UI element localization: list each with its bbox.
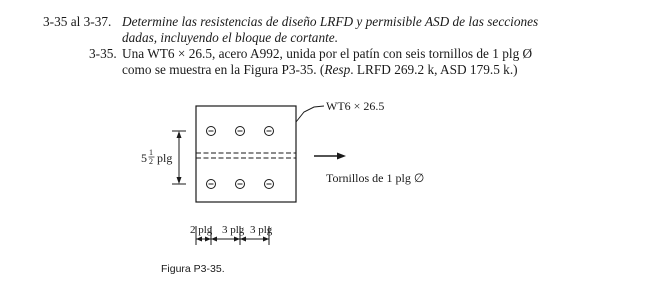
vertical-dim-frac-num: 1: [149, 148, 153, 157]
resp-label: Resp: [324, 62, 351, 77]
section-leader-line: [296, 106, 324, 122]
horizontal-dim-3: 3 plg: [250, 224, 273, 236]
arrow-head-icon: [337, 153, 346, 160]
bolts-label: Tornillos de 1 plg ∅: [326, 171, 425, 185]
section-label: WT6 × 26.5: [326, 99, 385, 113]
vertical-dim-unit: plg: [157, 151, 173, 165]
arrow-up-icon: [177, 131, 182, 138]
flange-plate: [196, 106, 296, 202]
bolt-holes-top-row: [207, 127, 274, 136]
problem-range: 3-35 al 3-37.: [43, 14, 112, 29]
horizontal-dim-2: 3 plg: [222, 224, 245, 236]
problem-text-line-1: Una WT6 × 26.5, acero A992, unida por el patín con seis tornillos de 1 plg Ø: [122, 46, 533, 61]
arrow-down-icon: [177, 177, 182, 184]
problem-number: 3-35.: [89, 46, 117, 61]
vertical-dim-number: 5: [141, 151, 147, 165]
figure-caption: Figura P3-35.: [161, 263, 225, 275]
problem-answer: . LRFD 269.2 k, ASD 179.5 k.): [350, 62, 518, 77]
problem-statement-line-2: dadas, incluyendo el bloque de cortante.: [122, 30, 339, 45]
vertical-dim-frac-den: 2: [149, 157, 153, 166]
problem-statement-line-1: Determine las resistencias de diseño LRFD y permisible ASD de las secciones: [122, 14, 539, 29]
problem-text-line-2-start: como se muestra en la Figura P3-35. (: [122, 62, 325, 77]
horizontal-dim-1: 2 plg: [190, 224, 213, 236]
bolt-holes-bottom-row: [207, 180, 274, 189]
